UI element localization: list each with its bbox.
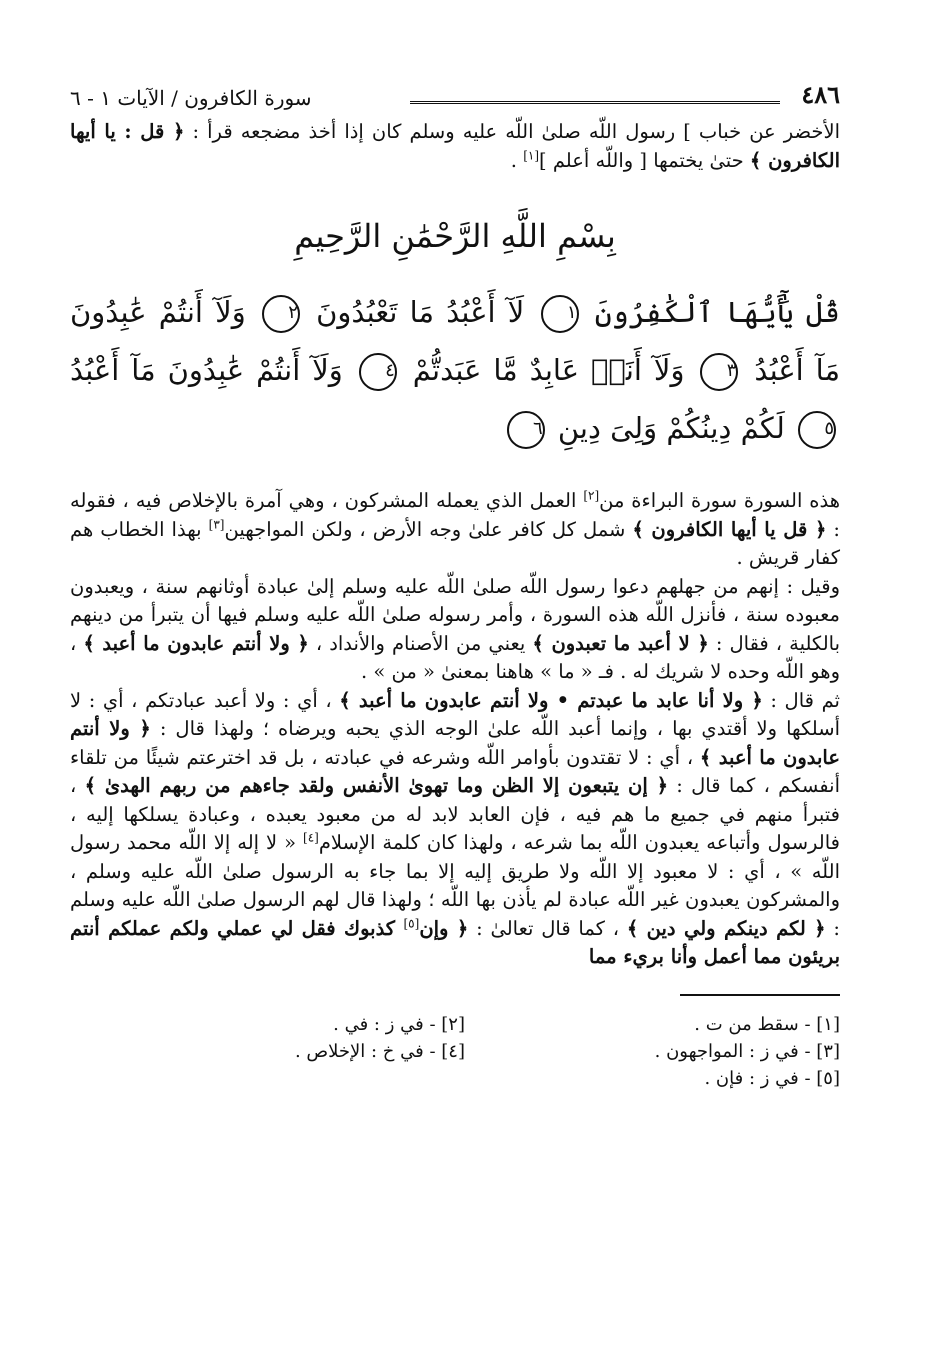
quran-quote: ﴿ قل يا أيها الكافرون ﴾	[632, 517, 827, 541]
footnote-2: [٢] - في ز : في .	[333, 1013, 465, 1035]
ayah-number: ٣	[700, 353, 738, 391]
commentary-paragraph-1	[70, 487, 840, 573]
intro-text: .	[510, 148, 524, 172]
ayah-number: ٦	[507, 411, 545, 449]
quran-quote: ﴿ إن يتبعون إلا الظن وما تهوىٰ الأنفس ولقد جاءهم من ربهم الهدىٰ ﴾	[84, 774, 669, 797]
body-text: ، أي : لا تقتدون بأوامر اللّه وشرعه في عبادته ، بل قد اخترعتم شيئًا من تلقاء أنفسكم ، كما قال :	[70, 745, 841, 797]
footnote-ref: [٥]	[403, 916, 420, 930]
body-text: يعني من الأصنام والأنداد ،	[308, 631, 533, 655]
body-text: بهذا الخطاب هم كفار قريش .	[70, 517, 840, 569]
quran-quote: كذبوك فقل لي عملي ولكم عملكم أنتم بريئون مما أعمل وأنا بريء مما	[70, 916, 840, 968]
quran-quote: ﴿ ولا أنتم عابدون ما أعبد ﴾	[83, 631, 309, 655]
body-text: العمل الذي يعمله المشركون ، وهي آمرة بالإخلاص فيه ، فقوله :	[70, 489, 840, 541]
ayah-text: وَلَآ أَنتُمْ عَٰبِدُونَ مَآ أَعْبُدُ	[70, 295, 841, 387]
body-text: ثم قال :	[762, 688, 840, 712]
quran-quote: ﴿ وإن	[419, 916, 469, 940]
ayah-number: ١	[541, 295, 579, 333]
body-text: « لا إله إلا اللّه محمد رسول اللّه » ، أي : لا معبود إلا اللّه ولا طريق إليه إلا بما جاء به الرسول صلىٰ اللّه عليه وسلم ، والمشركون يعبدون غير اللّه عبادة لم يأذن بها اللّه ؛ ولهذا قال لهم الرسول صلىٰ اللّه عليه وسلم :	[70, 831, 840, 940]
page-header	[70, 78, 840, 118]
ayah-text: قُلْ يَٰٓأَيُّهَا ٱلْكَٰفِرُونَ	[594, 295, 841, 329]
quran-verses	[70, 283, 840, 457]
commentary-paragraph-2	[70, 573, 840, 687]
header-rule	[410, 101, 780, 107]
footnote-ref: [٤]	[303, 830, 319, 845]
quran-quote: ﴿ لا أعبد ما تعبدون ﴾	[532, 631, 709, 655]
page	[70, 78, 840, 1089]
basmala: بِسْمِ اللَّهِ الرَّحْمَٰنِ الرَّحِيمِ	[294, 217, 616, 255]
body-text: ، فتبرأ منهم في جميع ما هم فيه ، فإن العابد لابد له من معبود يعبده ، وعبادة يسلكها إليه ، فالرسول وأتباعه يعبدون اللّه بما شرعه ، ولهذا كان كلمة الإسلام	[70, 774, 840, 854]
footnote-rule	[680, 994, 840, 996]
ayah-text: لَكُمْ دِينُكُمْ وَلِىَ دِينِ	[557, 411, 785, 445]
body-text: ، وهو اللّه وحده لا شريك له . فـ « ما » هاهنا بمعنىٰ « من » .	[70, 631, 840, 683]
intro-text: حتىٰ يختمها [ واللّه أعلم ]	[539, 148, 750, 172]
ayah-number: ٥	[798, 411, 836, 449]
footnote-ref: [٣]	[208, 517, 225, 531]
quran-quote: ﴿ ولا أنتم عابدون ما أعبد ﴾	[70, 717, 840, 769]
page-number: ٤٨٦	[801, 80, 840, 109]
body-text: ، كما قال تعالىٰ :	[468, 916, 627, 940]
running-title: سورة الكافرون / الآيات ١ - ٦	[70, 86, 312, 110]
body-text: ، أي : ولا أعبد عبادتكم ، أي : لا أسلكها ولا أقتدي بها ، وإنما أعبد اللّه علىٰ الوجه الذي يحبه ويرضاه ؛ ولهذا قال :	[70, 688, 841, 740]
footnote-ref: [١]	[523, 148, 540, 162]
quran-quote: ﴿ قل : يا أيها الكافرون ﴾	[70, 120, 840, 172]
footnote-4: [٤] - في خ : الإخلاص .	[294, 1040, 465, 1062]
quran-quote: ﴿ لكم دينكم ولي دين ﴾	[626, 916, 826, 940]
footnote-ref: [٢]	[583, 488, 600, 503]
footnote-1: [١] - سقط من ت .	[694, 1013, 840, 1035]
body-text: هذه السورة سورة البراءة من	[599, 489, 841, 512]
ayah-text: وَلَآ أَنَا۠ عَابِدٌ مَّا عَبَدتُّمْ	[412, 353, 685, 387]
intro-text: الأخضر عن خباب ] رسول اللّه صلىٰ اللّه عليه وسلم كان إذا أخذ مضجعه قرأ :	[184, 120, 841, 143]
body-text: وقيل : إنهم من جهلهم دعوا رسول اللّه صلىٰ اللّه عليه وسلم إلىٰ عبادة أوثانهم سنة ، ويعبدون معبوده سنة ، فأنزل اللّه هذه السورة ، وأمر رسوله صلىٰ اللّه عليه وسلم فيها أن يتبرأ من دينهم بالكلية ، فقال :	[70, 574, 841, 655]
ayah-text: لَآ أَعْبُدُ مَا تَعْبُدُونَ	[316, 295, 525, 329]
commentary-paragraph-3	[70, 687, 840, 972]
quran-quote: ﴿ ولا أنا عابد ما عبدتم • ولا أنتم عابدون ما أعبد ﴾	[339, 688, 763, 712]
footnotes	[150, 1014, 840, 1089]
footnote-5: [٥] - في ز : فإن .	[704, 1067, 840, 1089]
body-text: شمل كل كافر علىٰ وجه الأرض ، ولكن المواجهين	[224, 517, 633, 541]
ayah-number: ٤	[359, 353, 397, 391]
ayah-number: ٢	[262, 295, 300, 333]
ayah-text: وَلَآ أَنتُمْ عَٰبِدُونَ مَآ أَعْبُدُ	[70, 353, 343, 387]
footnote-3: [٣] - في ز : المواجهون .	[654, 1040, 840, 1062]
intro-paragraph	[70, 118, 840, 175]
